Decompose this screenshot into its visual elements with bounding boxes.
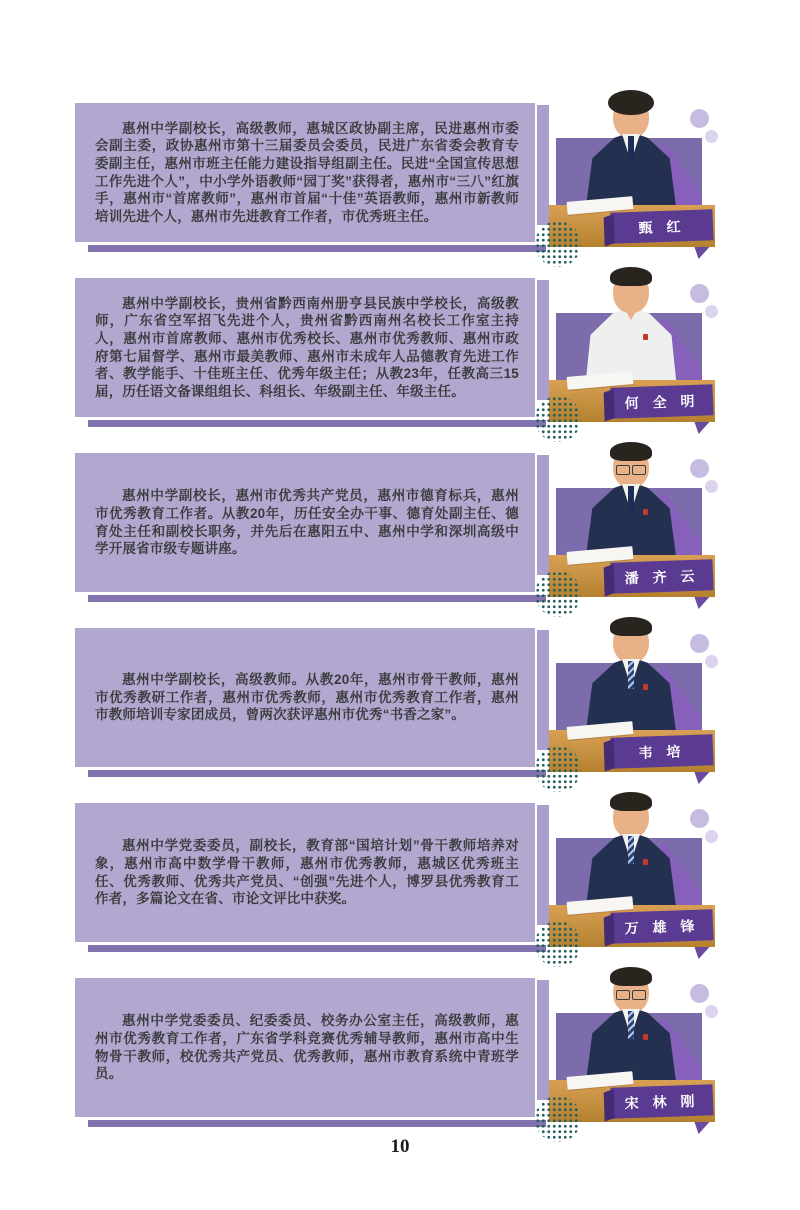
profile-card (0, 618, 800, 793)
deco-strip (537, 630, 549, 750)
name-badge (610, 734, 713, 769)
name-badge (610, 384, 713, 419)
deco-circle-icon (705, 830, 718, 843)
bio-text: 惠州中学副校长，贵州省黔西南州册亨县民族中学校长，高级教师，广东省空军招飞先进个人，贵州省黔西南州名校长工作室主持人，惠州市首席教师、惠州市优秀校长、惠州市优秀教师、惠州市政府第七届督学、惠州市最美教师、惠州市未成年人品德教育先进工作者、教学能手、十佳班主任、优秀年级主任；从教23年，任教高三15届，历任语文备课组组长、科组长、年级副主任、年级主任。 (95, 295, 519, 399)
box-shadow-bar (88, 945, 546, 952)
name-label: 韦 培 (638, 742, 686, 761)
deco-circle-icon (705, 480, 718, 493)
halftone-dots-icon (535, 571, 581, 617)
bio-box (75, 978, 535, 1117)
profile-card (0, 793, 800, 968)
deco-circle-icon (690, 109, 709, 128)
deco-circle-icon (690, 459, 709, 478)
name-label: 潘 齐 云 (624, 567, 700, 586)
photo-block (537, 618, 715, 793)
box-shadow-bar (88, 1120, 546, 1127)
deco-circle-icon (705, 130, 718, 143)
name-badge (610, 559, 713, 594)
deco-strip (537, 805, 549, 925)
bio-box (75, 628, 535, 767)
page-number: 10 (390, 1136, 410, 1157)
profile-card (0, 968, 800, 1143)
face (613, 796, 649, 838)
photo-block (537, 793, 715, 968)
tie (628, 136, 634, 164)
party-pin-icon (643, 684, 648, 690)
deco-circle-icon (705, 1005, 718, 1018)
name-label: 万 雄 锋 (624, 917, 700, 936)
halftone-dots-icon (535, 746, 581, 792)
deco-circle-icon (690, 809, 709, 828)
box-shadow-bar (88, 420, 546, 427)
face (613, 96, 649, 138)
tie (628, 661, 634, 689)
photo-block (537, 268, 715, 443)
name-label: 宋 林 刚 (624, 1092, 700, 1111)
deco-strip (537, 105, 549, 225)
box-shadow-bar (88, 245, 546, 252)
photo-block (537, 968, 715, 1143)
deco-circle-icon (705, 305, 718, 318)
name-label: 甄 红 (638, 217, 686, 236)
tie (628, 836, 634, 864)
bio-box (75, 453, 535, 592)
halftone-dots-icon (535, 1096, 581, 1142)
halftone-dots-icon (535, 396, 581, 442)
photo-block (537, 443, 715, 618)
deco-circle-icon (690, 634, 709, 653)
halftone-dots-icon (535, 921, 581, 967)
party-pin-icon (643, 1034, 648, 1040)
name-badge (610, 209, 713, 244)
bio-text: 惠州中学副校长，高级教师。从教20年，惠州市骨干教师，惠州市优秀教研工作者，惠州市优秀教师，惠州市优秀教育工作者，惠州市教师培训专家团成员，曾两次获评惠州市优秀“书香之家”。 (95, 672, 519, 723)
profile-card (0, 268, 800, 443)
bio-text: 惠州中学副校长，高级教师，惠城区政协副主席，民进惠州市委会副主委，政协惠州市第十三届委员会委员，民进广东省委会教育专委副主任，惠州市班主任能力建设指导组副主任。民进“全国宣传思想工作先进个人”，中小学外语教师“园丁奖”获得者，惠州市“三八”红旗手，惠州市“首席教师”，惠州市首届“十佳”英语教师，惠州市新教师培训先进个人，惠州市先进教育工作者，市优秀班主任。 (95, 120, 519, 224)
halftone-dots-icon (535, 221, 581, 267)
box-shadow-bar (88, 595, 546, 602)
profile-card (0, 93, 800, 268)
profile-card (0, 443, 800, 618)
party-pin-icon (643, 859, 648, 865)
bio-text: 惠州中学党委委员，副校长，教育部“国培计划”骨干教师培养对象，惠州市高中数学骨干教师，惠州市优秀教师，惠城区优秀班主任、优秀教师、优秀共产党员、“创强”先进个人，博罗县优秀教育工作者，多篇论文在省、市论文评比中获奖。 (95, 838, 519, 907)
tie (628, 1011, 634, 1039)
deco-strip (537, 980, 549, 1100)
deco-circle-icon (690, 284, 709, 303)
name-badge (610, 909, 713, 944)
photo-block (537, 93, 715, 268)
tie (628, 486, 634, 514)
face (613, 271, 649, 313)
bio-box (75, 278, 535, 417)
name-label: 何 全 明 (624, 392, 700, 411)
bio-box (75, 803, 535, 942)
glasses-icon (615, 990, 647, 999)
face (613, 621, 649, 663)
box-shadow-bar (88, 770, 546, 777)
deco-circle-icon (705, 655, 718, 668)
deco-circle-icon (690, 984, 709, 1003)
bio-box (75, 103, 535, 242)
glasses-icon (615, 465, 647, 474)
party-pin-icon (643, 509, 648, 515)
name-badge (610, 1084, 713, 1119)
bio-text: 惠州中学党委委员、纪委委员、校务办公室主任，高级教师，惠州市优秀教育工作者，广东省学科竞赛优秀辅导教师，惠州市高中生物骨干教师，校优秀共产党员、优秀教师，惠州市教育系统中青班学员。 (95, 1013, 519, 1082)
deco-strip (537, 455, 549, 575)
bio-text: 惠州中学副校长，惠州市优秀共产党员，惠州市德育标兵，惠州市优秀教育工作者。从教20年，历任安全办干事、德育处副主任、德育处主任和副校长职务，并先后在惠阳五中、惠州中学和深圳高级中学开展省市级专题讲座。 (95, 488, 519, 557)
party-pin-icon (643, 334, 648, 340)
deco-strip (537, 280, 549, 400)
